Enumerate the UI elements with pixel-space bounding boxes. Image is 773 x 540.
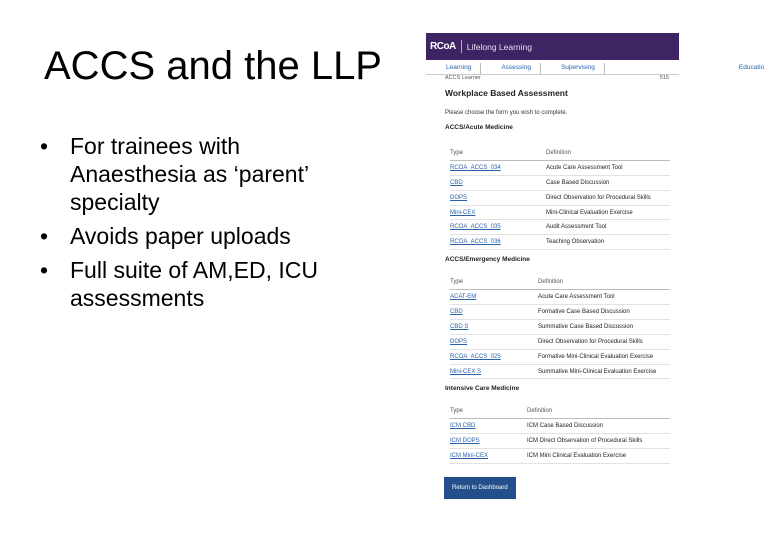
bullet-item [40, 132, 370, 216]
table-row[interactable] [450, 161, 670, 176]
form-link[interactable]: CBD [450, 308, 463, 315]
bullet-text: Avoids paper uploads [70, 223, 291, 249]
form-link[interactable]: ICM DOPS [450, 438, 480, 445]
table-row[interactable] [450, 290, 670, 305]
instruction-text: Please choose the form you wish to complete. [445, 110, 568, 116]
form-definition: Case Based Discussion [546, 179, 610, 186]
col-type: Type [450, 149, 464, 156]
col-type: Type [450, 279, 464, 286]
return-to-dashboard-button[interactable]: Return to Dashboard [444, 477, 516, 499]
table-row[interactable] [450, 191, 670, 206]
form-link[interactable]: RCOA_ACCS_035 [450, 224, 501, 231]
bullet-item [40, 256, 370, 312]
nav-supervising[interactable]: Supervising [541, 63, 605, 74]
form-definition: Audit Assessment Tool [546, 224, 607, 231]
form-definition: ICM Direct Observation of Procedural Skills [527, 438, 643, 445]
form-link[interactable]: RCOA_ACCS_036 [450, 239, 501, 246]
page-heading: Workplace Based Assessment [445, 88, 568, 98]
table-row[interactable] [450, 220, 670, 235]
slide-title: ACCS and the LLP [44, 44, 382, 88]
table-row[interactable] [450, 434, 670, 449]
form-link[interactable]: ACAT-EM [450, 294, 477, 301]
col-definition: Definition [546, 149, 572, 156]
table-header [450, 404, 670, 419]
form-definition: Teaching Observation [546, 239, 605, 246]
main-nav [426, 63, 765, 75]
table-row[interactable] [450, 350, 670, 365]
assessment-table [450, 275, 670, 379]
form-link[interactable]: Mini-CEX S [450, 368, 482, 375]
table-row[interactable] [450, 365, 670, 380]
banner-title: Lifelong Learning [466, 41, 533, 52]
form-definition: Summative Mini-Clinical Evaluation Exercise [538, 368, 657, 375]
form-definition: Acute Care Assessment Tool [546, 164, 623, 171]
form-definition: ICM Case Based Discussion [527, 423, 604, 430]
form-definition: Summative Case Based Discussion [538, 323, 634, 330]
form-link[interactable]: DOPS [450, 194, 468, 201]
nav-learning[interactable]: Learning [426, 63, 481, 74]
assessment-table [450, 404, 670, 464]
learner-row [426, 75, 679, 80]
form-definition: Formative Case Based Discussion [538, 308, 630, 315]
table-row[interactable] [450, 449, 670, 464]
col-definition: Definition [527, 408, 553, 415]
table-row[interactable] [450, 305, 670, 320]
form-link[interactable]: RCOA_ACCS_025 [450, 353, 501, 360]
nav-education[interactable]: Educatio [738, 64, 765, 71]
form-definition: Formative Mini-Clinical Evaluation Exercise [538, 353, 654, 360]
table-row[interactable] [450, 320, 670, 335]
form-link[interactable]: RCOA_ACCS_034 [450, 164, 501, 171]
table-row[interactable] [450, 419, 670, 434]
form-link[interactable]: CBD [450, 179, 463, 186]
table-row[interactable] [450, 206, 670, 221]
learner-label: ACCS Learner [445, 75, 481, 81]
bullet-item [40, 222, 370, 250]
col-type: Type [450, 408, 464, 415]
bullet-text: For trainees with Anaesthesia as ‘parent’ specialty [70, 133, 309, 215]
table-header [450, 146, 670, 161]
bullet-list [40, 132, 370, 318]
bullet-text: Full suite of AM,ED, ICU assessments [70, 257, 318, 311]
llp-screenshot [426, 33, 765, 495]
form-definition: Mini-Clinical Evaluation Exercise [546, 209, 633, 216]
form-link[interactable]: ICM Mini-CEX [450, 453, 489, 460]
site-banner [426, 33, 679, 60]
logo-divider [461, 40, 462, 53]
learner-value: 515 [659, 75, 669, 81]
col-definition: Definition [538, 279, 564, 286]
form-link[interactable]: CBD S [450, 323, 469, 330]
form-link[interactable]: DOPS [450, 338, 468, 345]
table-row[interactable] [450, 335, 670, 350]
form-definition: ICM Mini Clinical Evaluation Exercise [527, 453, 627, 460]
form-link[interactable]: ICM CBD [450, 423, 476, 430]
form-definition: Direct Observation for Procedural Skills [538, 338, 643, 345]
table-row[interactable] [450, 235, 670, 250]
bullet-dot: • [40, 133, 49, 159]
bullet-dot: • [40, 257, 49, 283]
table-header [450, 275, 670, 290]
section-heading: ACCS/Emergency Medicine [445, 256, 530, 264]
form-definition: Direct Observation for Procedural Skills [546, 194, 651, 201]
rcoa-logo[interactable]: RCoA [430, 41, 456, 52]
nav-assessing[interactable]: Assessing [481, 63, 541, 74]
table-row[interactable] [450, 176, 670, 191]
section-heading: ACCS/Acute Medicine [445, 124, 513, 131]
form-definition: Acute Care Assessment Tool [538, 294, 615, 301]
section-heading: Intensive Care Medicine [445, 385, 520, 393]
form-link[interactable]: Mini-CEX [450, 209, 476, 216]
assessment-table [450, 146, 670, 250]
bullet-dot: • [40, 223, 49, 249]
